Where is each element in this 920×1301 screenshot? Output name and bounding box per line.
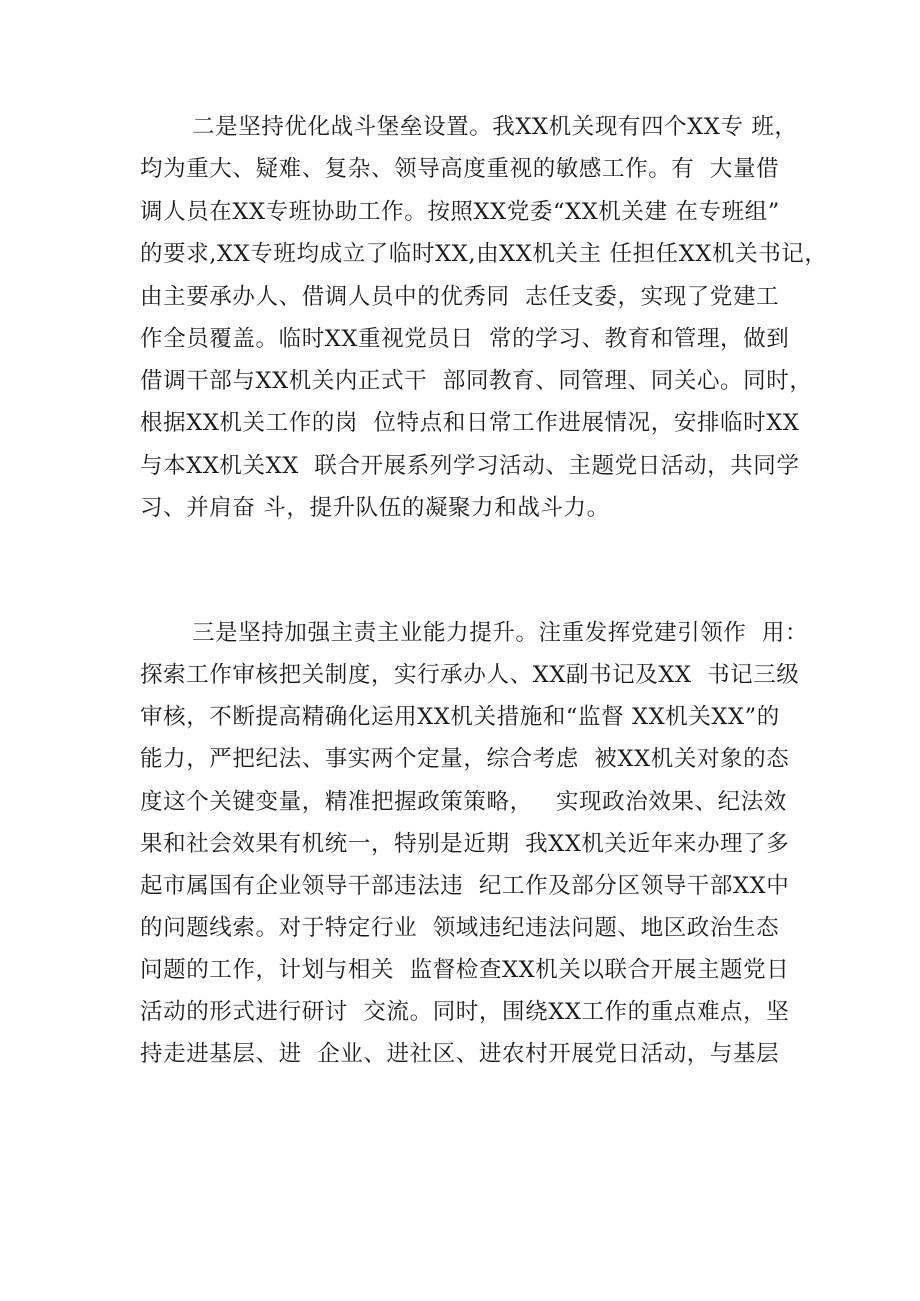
text-line: 调人员在XX专班协助工作。按照XX党委“XX机关建 在专班组” [140, 199, 780, 225]
text-line: 二是坚持优化战斗堡垒设置。我XX机关现有四个XX专 班， [192, 114, 798, 140]
text-line: 能力，严把纪法、事实两个定量，综合考虑 被XX机关对象的态 [140, 746, 790, 772]
text-line: 根据XX机关工作的岗 位特点和日常工作进展情况，安排临时XX [140, 410, 800, 436]
text-line: 借调干部与XX机关内正式干 部同教育、同管理、同关心。同时， [140, 368, 813, 394]
text-line: 作全员覆盖。临时XX重视党员日 常的学习、教育和管理，做到 [140, 326, 790, 352]
text-line: 果和社会效果有机统一，特别是近期 我XX机关近年来办理了多 [140, 831, 790, 857]
text-line: 审核，不断提高精确化运用XX机关措施和“监督 XX机关XX”的 [140, 704, 780, 730]
text-line: 持走进基层、进 企业、进社区、进农村开展党日活动，与基层 [140, 1041, 780, 1067]
text-line: 由主要承办人、借调人员中的优秀同 志任支委，实现了党建工 [140, 284, 780, 310]
text-line: 的问题线索。对于特定行业 领域违纪违法问题、地区政治生态 [140, 915, 780, 941]
text-line: 起市属国有企业领导干部违法违 纪工作及部分区领导干部XX中 [140, 873, 790, 899]
text-line: 问题的工作，计划与相关 监督检查XX机关以联合开展主题党日 [140, 957, 790, 983]
text-line: 活动的形式进行研讨 交流。同时，围绕XX工作的重点难点，坚 [140, 999, 790, 1025]
text-line: 探索工作审核把关制度，实行承办人、XX副书记及XX 书记三级 [140, 662, 800, 688]
text-line: 的要求,XX专班均成立了临时XX,由XX机关主 任担任XX机关书记， [140, 241, 828, 267]
text-line: 度这个关键变量，精准把握政策策略， 实现政治效果、纪法效 [140, 789, 787, 815]
text-line: 三是坚持加强主责主业能力提升。注重发挥党建引领作 用： [192, 620, 809, 646]
text-line: 均为重大、疑难、复杂、领导高度重视的敏感工作。有 大量借 [140, 156, 780, 182]
text-line: 习、并肩奋 斗，提升队伍的凝聚力和战斗力。 [140, 495, 610, 521]
text-line: 与本XX机关XX 联合开展系列学习活动、主题党日活动，共同学 [140, 453, 800, 479]
